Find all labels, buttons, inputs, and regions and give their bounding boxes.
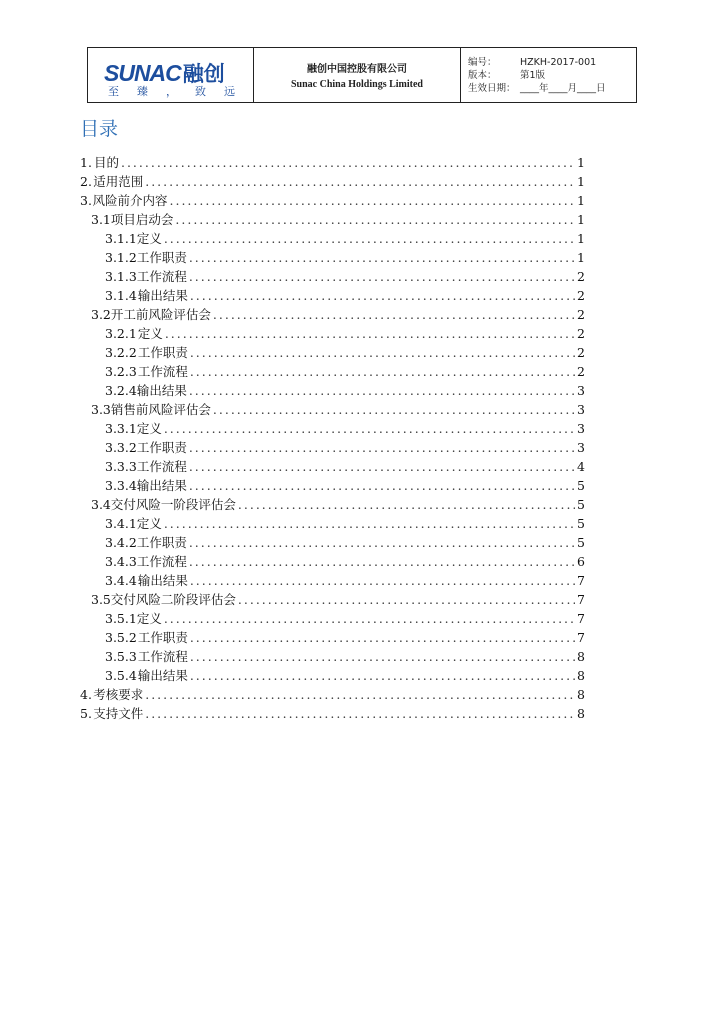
meta-value: HZKH-2017-001 — [520, 57, 597, 68]
toc-entry-number: 4. — [80, 687, 92, 702]
toc-entry-label: 输出结果 — [137, 573, 188, 588]
toc-entry-page: 1 — [577, 174, 585, 189]
toc-entry-number: 3.3 — [91, 402, 111, 417]
toc-entry-number: 1. — [80, 155, 92, 170]
toc-entry-label: 定义 — [136, 516, 162, 531]
toc-entry-label: 考核要求 — [93, 687, 144, 702]
toc-entry-label: 输出结果 — [136, 383, 187, 398]
toc-entry-page: 6 — [577, 554, 585, 569]
toc-entry[interactable] — [80, 552, 585, 571]
logo-slogan: 至臻，致远 — [108, 85, 253, 98]
toc-entry[interactable] — [80, 495, 585, 514]
toc-entry-label: 工作流程 — [137, 364, 188, 379]
toc-entry-number: 3.1 — [91, 212, 111, 227]
toc-leader-dots — [238, 592, 575, 607]
toc-leader-dots — [164, 516, 575, 531]
toc-entry-label: 定义 — [136, 421, 162, 436]
toc-entry-label: 目的 — [93, 155, 119, 170]
toc-entry-page: 8 — [577, 649, 585, 664]
toc-entry-page: 1 — [577, 231, 585, 246]
toc-entry-number: 3. — [80, 193, 92, 208]
toc-entry[interactable] — [80, 571, 585, 590]
toc-entry-number: 3.4.1 — [105, 516, 137, 531]
toc-leader-dots — [189, 478, 575, 493]
toc-entry-page: 5 — [577, 535, 585, 550]
toc-leader-dots — [189, 269, 575, 284]
toc-entry[interactable] — [80, 248, 585, 267]
logo-cell — [88, 48, 254, 102]
toc-entry-label: 开工前风险评估会 — [110, 307, 211, 322]
toc-entry-label: 工作流程 — [136, 269, 187, 284]
toc-entry[interactable] — [80, 609, 585, 628]
toc-leader-dots — [190, 649, 575, 664]
toc-entry-page: 7 — [577, 592, 585, 607]
toc-leader-dots — [190, 288, 575, 303]
toc-entry[interactable] — [80, 647, 585, 666]
toc-entry[interactable] — [80, 343, 585, 362]
toc-entry-page: 8 — [577, 668, 585, 683]
meta-key: 生效日期： — [468, 83, 516, 94]
toc-entry[interactable] — [80, 191, 585, 210]
toc-entry-number: 3.5.1 — [105, 611, 137, 626]
toc-entry[interactable] — [80, 590, 585, 609]
toc-entry[interactable] — [80, 210, 585, 229]
toc-entry[interactable] — [80, 381, 585, 400]
toc-leader-dots — [121, 155, 575, 170]
meta-effective-date — [468, 82, 636, 95]
toc-entry-page: 1 — [577, 193, 585, 208]
toc-leader-dots — [189, 554, 575, 569]
meta-key: 版本： — [468, 70, 497, 81]
toc-entry-label: 工作职责 — [136, 440, 187, 455]
toc-leader-dots — [170, 193, 576, 208]
toc-entry-number: 3.5.3 — [105, 649, 137, 664]
meta-doc-number — [468, 56, 636, 69]
toc-entry[interactable] — [80, 704, 585, 723]
toc-entry-page: 7 — [577, 611, 585, 626]
toc-entry-page: 1 — [577, 250, 585, 265]
toc-leader-dots — [190, 630, 575, 645]
toc-entry-page: 2 — [577, 307, 585, 322]
toc-entry-page: 1 — [577, 212, 585, 227]
toc-entry[interactable] — [80, 628, 585, 647]
toc-entry-label: 销售前风险评估会 — [110, 402, 211, 417]
toc-entry-number: 3.4.2 — [105, 535, 137, 550]
toc-entry-number: 3.5.4 — [105, 668, 137, 683]
toc-entry-label: 输出结果 — [136, 478, 187, 493]
toc-entry-page: 2 — [577, 288, 585, 303]
toc-entry-label: 工作职责 — [136, 250, 187, 265]
toc-entry-label: 工作流程 — [136, 459, 187, 474]
toc-entry-label: 定义 — [136, 231, 162, 246]
toc-leader-dots — [145, 687, 575, 702]
toc-entry-page: 1 — [577, 155, 585, 170]
toc-entry-number: 3.5.2 — [105, 630, 137, 645]
toc-entry-number: 3.5 — [91, 592, 111, 607]
toc-entry-page: 5 — [577, 497, 585, 512]
toc-entry-number: 3.4.4 — [105, 573, 137, 588]
toc-entry[interactable] — [80, 457, 585, 476]
toc-entry-label: 工作职责 — [137, 630, 188, 645]
toc-leader-dots — [190, 364, 575, 379]
toc-entry-number: 3.2.2 — [105, 345, 137, 360]
toc-entry-label: 工作职责 — [137, 345, 188, 360]
toc-title: 目录 — [80, 118, 119, 140]
toc-entry-number: 3.2 — [91, 307, 111, 322]
toc-leader-dots — [213, 402, 575, 417]
toc-leader-dots — [190, 345, 575, 360]
toc-entry-number: 2. — [80, 174, 92, 189]
toc-entry-label: 风险前介内容 — [92, 193, 168, 208]
document-header — [87, 47, 637, 103]
toc-entry[interactable] — [80, 533, 585, 552]
toc-entry-page: 5 — [577, 478, 585, 493]
logo-text-en: SUNAC — [104, 59, 181, 86]
toc-entry-number: 3.1.2 — [105, 250, 137, 265]
toc-entry-number: 3.3.1 — [105, 421, 137, 436]
toc-entry[interactable] — [80, 286, 585, 305]
meta-version — [468, 69, 636, 82]
document-meta-cell — [461, 48, 636, 102]
toc-entry[interactable] — [80, 172, 585, 191]
toc-entry[interactable] — [80, 514, 585, 533]
toc-entry-number: 3.2.1 — [105, 326, 137, 341]
meta-value: 第1版 — [520, 70, 546, 81]
toc-entry-number: 3.1.4 — [105, 288, 137, 303]
toc-entry-label: 交付风险一阶段评估会 — [110, 497, 236, 512]
toc-leader-dots — [189, 383, 575, 398]
toc-leader-dots — [145, 706, 575, 721]
toc-leader-dots — [213, 307, 575, 322]
toc-entry[interactable] — [80, 476, 585, 495]
toc-entry-label: 输出结果 — [137, 668, 188, 683]
toc-entry-number: 3.2.3 — [105, 364, 137, 379]
toc-entry-label: 输出结果 — [137, 288, 188, 303]
toc-entry-number: 3.4.3 — [105, 554, 137, 569]
toc-entry-page: 2 — [577, 364, 585, 379]
toc-leader-dots — [190, 668, 575, 683]
toc-entry-page: 7 — [577, 630, 585, 645]
toc-entry-page: 7 — [577, 573, 585, 588]
toc-leader-dots — [189, 250, 575, 265]
toc-entry-number: 3.2.4 — [105, 383, 137, 398]
toc-entry[interactable] — [80, 324, 585, 343]
toc-entry-label: 交付风险二阶段评估会 — [110, 592, 236, 607]
toc-entry-page: 5 — [577, 516, 585, 531]
company-name-en: Sunac China Holdings Limited — [291, 79, 423, 90]
toc-entry-page: 8 — [577, 687, 585, 702]
toc-leader-dots — [189, 440, 575, 455]
toc-entry-page: 8 — [577, 706, 585, 721]
toc-entry-label: 工作流程 — [136, 554, 187, 569]
toc-entry-page: 3 — [577, 402, 585, 417]
toc-entry-page: 3 — [577, 440, 585, 455]
toc-entry[interactable] — [80, 305, 585, 324]
toc-entry-label: 定义 — [137, 326, 163, 341]
toc-leader-dots — [164, 421, 575, 436]
toc-leader-dots — [145, 174, 575, 189]
logo-text-cn: 融创 — [182, 62, 225, 86]
toc-entry[interactable] — [80, 153, 585, 172]
toc-entry-page: 3 — [577, 383, 585, 398]
meta-value: ____年____月____日 — [520, 83, 606, 94]
toc-entry-page: 3 — [577, 421, 585, 436]
toc-entry[interactable] — [80, 438, 585, 457]
toc-entry[interactable] — [80, 267, 585, 286]
toc-entry[interactable] — [80, 685, 585, 704]
toc-entry[interactable] — [80, 362, 585, 381]
meta-key: 编号： — [468, 57, 497, 68]
toc-entry-page: 2 — [577, 269, 585, 284]
toc-entry[interactable] — [80, 229, 585, 248]
toc-entry-page: 4 — [577, 459, 585, 474]
toc-entry-number: 3.3.4 — [105, 478, 137, 493]
toc-entry-label: 定义 — [136, 611, 162, 626]
toc-entry-number: 5. — [80, 706, 92, 721]
toc-entry[interactable] — [80, 419, 585, 438]
toc-entry-number: 3.3.2 — [105, 440, 137, 455]
toc-entry-label: 工作职责 — [136, 535, 187, 550]
toc-leader-dots — [189, 459, 575, 474]
toc-entry-page: 2 — [577, 326, 585, 341]
toc-leader-dots — [165, 326, 575, 341]
toc-entry-label: 适用范围 — [93, 174, 144, 189]
toc-leader-dots — [190, 573, 575, 588]
company-name-cn: 融创中国控股有限公司 — [307, 64, 407, 75]
toc-leader-dots — [164, 611, 575, 626]
toc-leader-dots — [175, 212, 575, 227]
table-of-contents — [80, 153, 585, 723]
toc-leader-dots — [238, 497, 575, 512]
toc-entry-label: 支持文件 — [93, 706, 144, 721]
toc-leader-dots — [164, 231, 575, 246]
toc-leader-dots — [189, 535, 575, 550]
company-cell — [254, 48, 461, 102]
toc-entry-page: 2 — [577, 345, 585, 360]
toc-entry-number: 3.4 — [91, 497, 111, 512]
toc-entry[interactable] — [80, 400, 585, 419]
toc-entry[interactable] — [80, 666, 585, 685]
toc-entry-label: 工作流程 — [137, 649, 188, 664]
toc-entry-number: 3.1.1 — [105, 231, 137, 246]
toc-entry-number: 3.1.3 — [105, 269, 137, 284]
toc-entry-number: 3.3.3 — [105, 459, 137, 474]
toc-entry-label: 项目启动会 — [110, 212, 174, 227]
